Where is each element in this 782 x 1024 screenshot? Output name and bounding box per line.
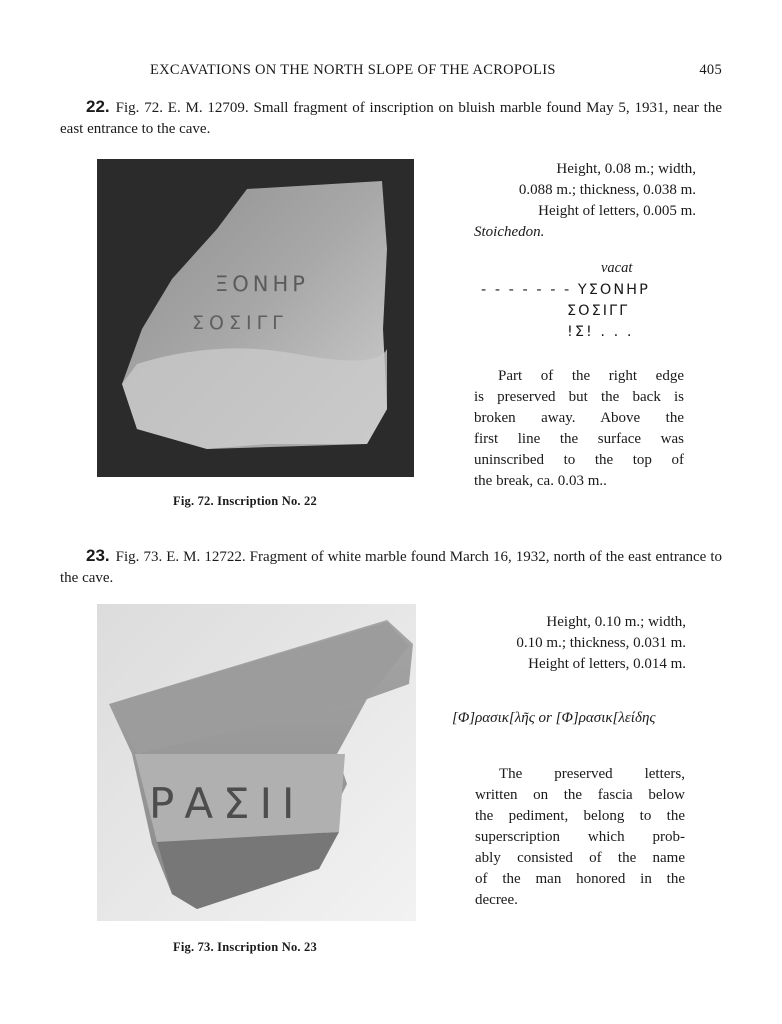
name-restoration: [Φ]ρασικ[λῆς or [Φ]ρασικ[λείδης (452, 710, 656, 726)
figure-73-photo (97, 604, 416, 921)
description-line: written on the fascia below (475, 787, 685, 803)
entry-23-dimensions (460, 612, 686, 675)
photo-inscription-line-2: ΣΟΣΙΓΓ (192, 312, 288, 334)
dimension-line: 0.10 m.; thickness, 0.031 m. (516, 635, 686, 651)
description-line: broken away. Above the (474, 410, 684, 426)
description-line: superscription which prob- (475, 829, 685, 845)
description-line: The preserved letters, (499, 766, 685, 782)
description-line: is preserved but the back is (474, 389, 684, 405)
marble-fragment-image (97, 604, 416, 921)
photo-inscription-line-1: ΞΟΝΗΡ (215, 272, 309, 296)
dimension-line: Height, 0.08 m.; width, (556, 161, 696, 177)
entry-intro-text: Fig. 73. E. M. 12722. Fragment of white marble found March 16, 1932, north of the east entrance to the cave. (60, 549, 722, 586)
entry-intro-text: Fig. 72. E. M. 12709. Small fragment of inscription on bluish marble found May 5, 1931, near the east entrance to the cave. (60, 100, 722, 137)
marble-fragment-image (97, 159, 414, 477)
description-line: uninscribed to the top of (474, 452, 684, 468)
description-line: Part of the right edge (498, 368, 684, 384)
inscription-text-line-3: !Σ! . . . (567, 324, 634, 340)
entry-22-description (474, 366, 684, 492)
entry-23-description (475, 764, 685, 911)
description-line: the pediment, belong to the (475, 808, 685, 824)
dimension-line: Height, 0.10 m.; width, (546, 614, 686, 630)
entry-number: 23. (86, 546, 110, 565)
dimension-line: 0.088 m.; thickness, 0.038 m. (518, 182, 696, 198)
description-line: first line the surface was (474, 431, 684, 447)
figure-72-caption: Fig. 72. Inscription No. 22 (173, 494, 317, 508)
entry-23-intro (60, 545, 722, 589)
description-line: of the man honored in the (475, 871, 685, 887)
photo-inscription-letters: ΡΑΣΙΙ (149, 779, 305, 828)
figure-73-caption: Fig. 73. Inscription No. 23 (173, 940, 317, 954)
entry-22-dimensions (460, 159, 696, 243)
description-line: ably consisted of the name (475, 850, 685, 866)
inscription-text-line-2: ΣΟΣΙΓΓ (567, 303, 630, 319)
entry-22-intro (60, 96, 722, 140)
dimension-line: Height of letters, 0.014 m. (528, 656, 686, 672)
description-line: the break, ca. 0.03 m.. (474, 473, 607, 489)
entry-number: 22. (86, 97, 110, 116)
vacat-note: vacat (601, 260, 633, 276)
running-header (60, 62, 722, 84)
dimension-line: Height of letters, 0.005 m. (538, 203, 696, 219)
stoichedon-note: Stoichedon. (474, 224, 545, 240)
running-title: EXCAVATIONS ON THE NORTH SLOPE OF THE ACROPOLIS (150, 62, 556, 78)
page-number: 405 (699, 62, 722, 78)
description-line: decree. (475, 892, 518, 908)
figure-72-photo (97, 159, 414, 477)
inscription-text-line-1: - - - - - - - ΥΣΟΝΗΡ (481, 282, 650, 298)
